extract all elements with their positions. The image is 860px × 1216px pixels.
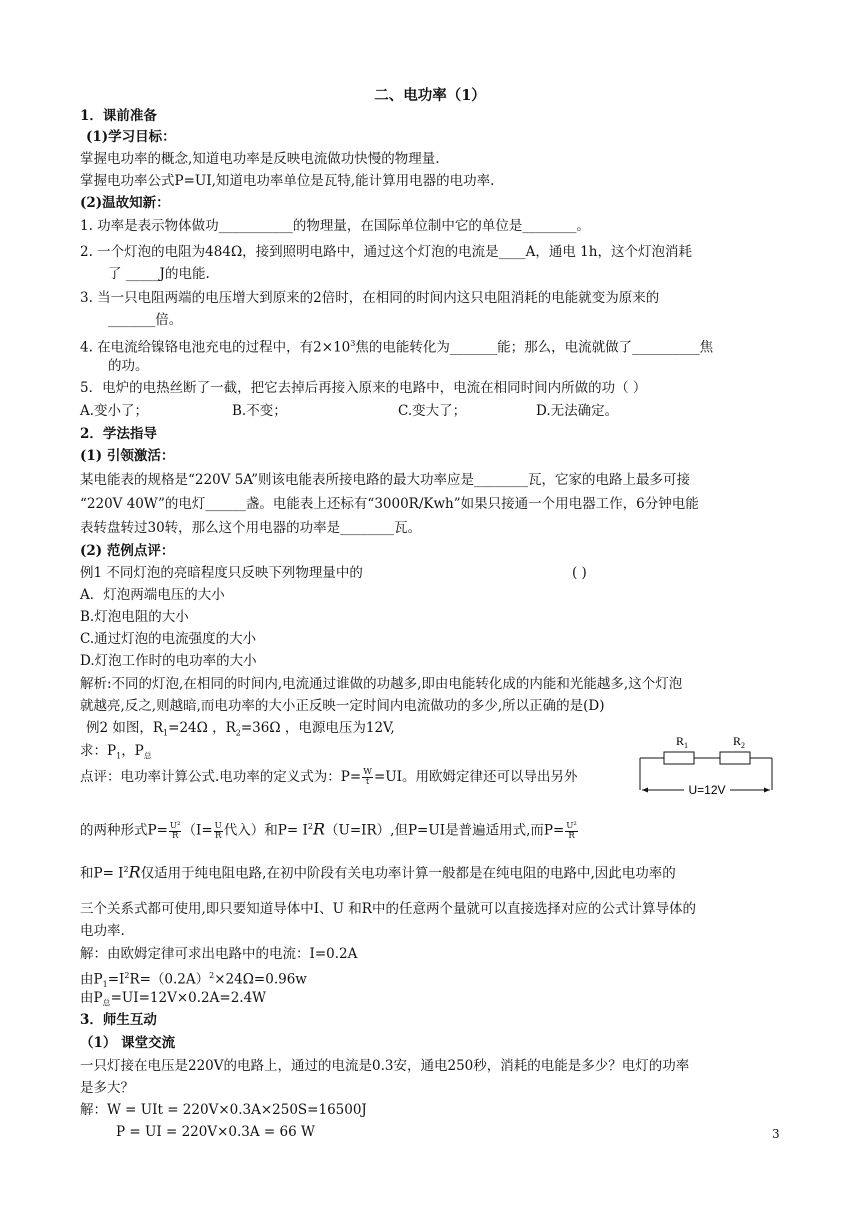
guide-line-2: “220V 40W”的电灯______盏。电能表上还标有“3000R/Kwh”如果只接通一个用电器工作，6分钟电能 — [80, 496, 699, 512]
sol3-sub: 总 — [102, 998, 111, 1008]
r2-label: $R_2$ — [733, 734, 746, 750]
ex1-option-a: A．灯泡两端电压的大小 — [80, 587, 225, 603]
resistor-r1 — [664, 752, 694, 764]
ex2-text-b: =24Ω ，R — [168, 720, 236, 736]
goal-line-2: 掌握电功率公式P=UI,知道电功率单位是瓦特,能计算用电器的电功率. — [80, 173, 495, 189]
applicability-line — [80, 860, 676, 884]
question-2-line-1: 2. 一个灯泡的电阻为484Ω，接到照明电路中，通过这个灯泡的电流是____A，通电 1h，这个灯泡消耗 — [80, 244, 692, 260]
and-text-a: 和P= I — [80, 865, 124, 882]
and-sup: 2 — [123, 865, 129, 874]
formula-forms-line — [80, 817, 579, 841]
frac1-num: U² — [169, 820, 181, 831]
q5-option-a: A.变小了； — [80, 403, 149, 419]
frac2-den: R — [215, 830, 222, 841]
frac-num: W — [363, 767, 372, 777]
ask-sub-2: 总 — [143, 751, 152, 761]
ex2-text-a: 例2 如图，R — [86, 720, 164, 736]
question-2-line-2: 了 _____J的电能. — [108, 266, 210, 282]
ex1-option-d: D.灯泡工作时的电功率的大小 — [80, 653, 257, 669]
ex2-text-c: =36Ω ，电源电压为12V, — [240, 720, 395, 736]
three-formulas-line-2: 电功率. — [80, 923, 125, 939]
sol2-c: R=（0.2A） — [129, 971, 210, 988]
forms-text-c: 代入）和P= I — [223, 822, 308, 839]
forms-r: R — [312, 819, 325, 839]
fraction-w-over-t — [362, 768, 373, 787]
question-4-line-1 — [80, 334, 713, 358]
sol3-a: 由P — [80, 990, 103, 1006]
comment-text-b: =UI。用欧姆定律还可以导出另外 — [373, 769, 578, 785]
guide-heading: (1) 引领激活： — [80, 448, 175, 464]
q4-text-a: 4. 在电流给镍铬电池充电的过程中，有2×10 — [80, 339, 351, 356]
frac3-den: R — [568, 830, 575, 841]
frac2-num: U — [214, 820, 222, 831]
question-3-line-2: _______倍。 — [108, 312, 183, 328]
example-1-paren: ( ) — [572, 565, 587, 581]
q4-exponent: 3 — [350, 339, 356, 348]
ex1-option-b: B.灯泡电阻的大小 — [80, 609, 189, 625]
problem-line-1: 一只灯接在电压是220V的电路上，通过的电流是0.3安，通电250秒，消耗的电能是多少？电灯的功率 — [80, 1058, 690, 1074]
arrow-head-left — [642, 788, 648, 793]
answer-line-1: 解：W = UIt = 220V×0.3A×250S=16500J — [80, 1102, 367, 1118]
forms-text-b: （I= — [182, 822, 213, 839]
three-formulas-line-1: 三个关系式都可使用,即只要知道导体中I、U 和R中的任意两个量就可以直接选择对应的公式计算导体的 — [80, 901, 696, 917]
section-3-heading: 3．师生互动 — [80, 1012, 157, 1028]
ask-sub-1: 1 — [116, 751, 122, 761]
ask-text-b: ，P — [121, 743, 144, 759]
comment-text-a: 点评：电功率计算公式.电功率的定义式为：P= — [80, 769, 362, 785]
circuit-diagram — [636, 732, 776, 804]
frac3-num: U² — [566, 820, 577, 831]
sol2-sub: 1 — [102, 980, 108, 990]
q4-text-b: 焦的电能转化为_______能；那么，电流就做了__________焦 — [355, 339, 714, 356]
sol2-b: =I — [107, 971, 125, 988]
r1-label: $R_1$ — [676, 734, 689, 750]
forms-text-d: （U=IR）,但P=UI是普遍适用式,而P= — [324, 822, 565, 839]
forms-text-a: 的两种形式P= — [80, 822, 168, 839]
example-2 — [86, 718, 395, 744]
analysis-line-2: 就越亮,反之,则越暗,而电功率的大小正反映一定时间内电流做功的多少,所以正确的是(D) — [80, 698, 605, 714]
guide-line-1: 某电能表的规格是“220V 5A”则该电能表所接电路的最大功率应是________瓦，它家的电路上最多可接 — [80, 472, 690, 488]
q5-option-d: D.无法确定。 — [536, 403, 619, 419]
solution-line-1: 解：由欧姆定律可求出电路中的电流：I=0.2A — [80, 946, 358, 962]
arrow-head-right — [764, 788, 770, 793]
q5-option-b: B.不变； — [232, 403, 287, 419]
example-1: 例1 不同灯泡的亮暗程度只反映下列物理量中的 — [80, 565, 363, 581]
sol3-b: =UI=12V×0.2A=2.4W — [110, 990, 267, 1006]
analysis-line-1: 解析:不同的灯泡,在相同的时间内,电流通过谁做的功越多,即由电能转化成的内能和光能越多,这个灯泡 — [80, 676, 683, 692]
guide-line-3: 表转盘转过30转，那么这个用电器的功率是________瓦。 — [80, 520, 422, 536]
fraction-u2-over-r-2 — [565, 822, 578, 841]
forms-sup: 2 — [307, 822, 313, 831]
sol2-sup: 2 — [124, 971, 130, 980]
example-2-ask — [80, 741, 152, 767]
goal-line-1: 掌握电功率的概念,知道电功率是反映电流做功快慢的物理量. — [80, 151, 440, 167]
examples-heading: (2) 范例点评： — [80, 543, 175, 559]
q5-option-c: C.变大了； — [398, 403, 467, 419]
question-4-line-2: 的功。 — [108, 358, 149, 374]
goals-heading: (1)学习目标： — [86, 129, 176, 145]
sol2-sup2: 2 — [209, 971, 215, 980]
ex2-r2-sub: 2 — [235, 728, 241, 738]
section-2-heading: 2．学法指导 — [80, 426, 157, 442]
problem-line-2: 是多大？ — [80, 1080, 134, 1096]
voltage-label: U=12V — [688, 783, 726, 797]
page-title: 二、电功率（1） — [374, 87, 486, 104]
comment-line — [80, 767, 577, 787]
ask-text-a: 求：P — [80, 743, 117, 759]
review-heading: (2)温故知新： — [80, 195, 170, 211]
answer-line-2: P = UI = 220V×0.3A = 66 W — [116, 1124, 315, 1140]
frac1-den: R — [171, 830, 179, 841]
and-text-b: 仅适用于纯电阻电路,在初中阶段有关电功率计算一般都是在纯电阻的电路中,因此电功率的 — [140, 865, 676, 882]
ex1-option-c: C.通过灯泡的电流强度的大小 — [80, 631, 257, 647]
frac-den: t — [365, 777, 370, 787]
page-number: 3 — [772, 1127, 780, 1141]
section-1-heading: 1．课前准备 — [80, 108, 157, 124]
question-3-line-1: 3. 当一只电阻两端的电压增大到原来的2倍时，在相同的时间内这只电阻消耗的电能就变为原来的 — [80, 290, 660, 306]
question-1: 1. 功率是表示物体做功___________的物理量，在国际单位制中它的单位是________。 — [80, 218, 590, 234]
sol2-d: ×24Ω=0.96w — [214, 971, 307, 988]
fraction-u2-over-r — [169, 822, 182, 841]
ex2-r1-sub: 1 — [163, 728, 169, 738]
sol2-a: 由P — [80, 971, 103, 988]
and-r: R — [128, 862, 141, 882]
classroom-heading: （1） 课堂交流 — [80, 1035, 176, 1051]
question-5: 5．电炉的电热丝断了一截，把它去掉后再接入原来的电路中，电流在相同时间内所做的功（ ） — [80, 380, 647, 396]
resistor-r2 — [720, 752, 750, 764]
fraction-u-over-r — [214, 822, 223, 841]
